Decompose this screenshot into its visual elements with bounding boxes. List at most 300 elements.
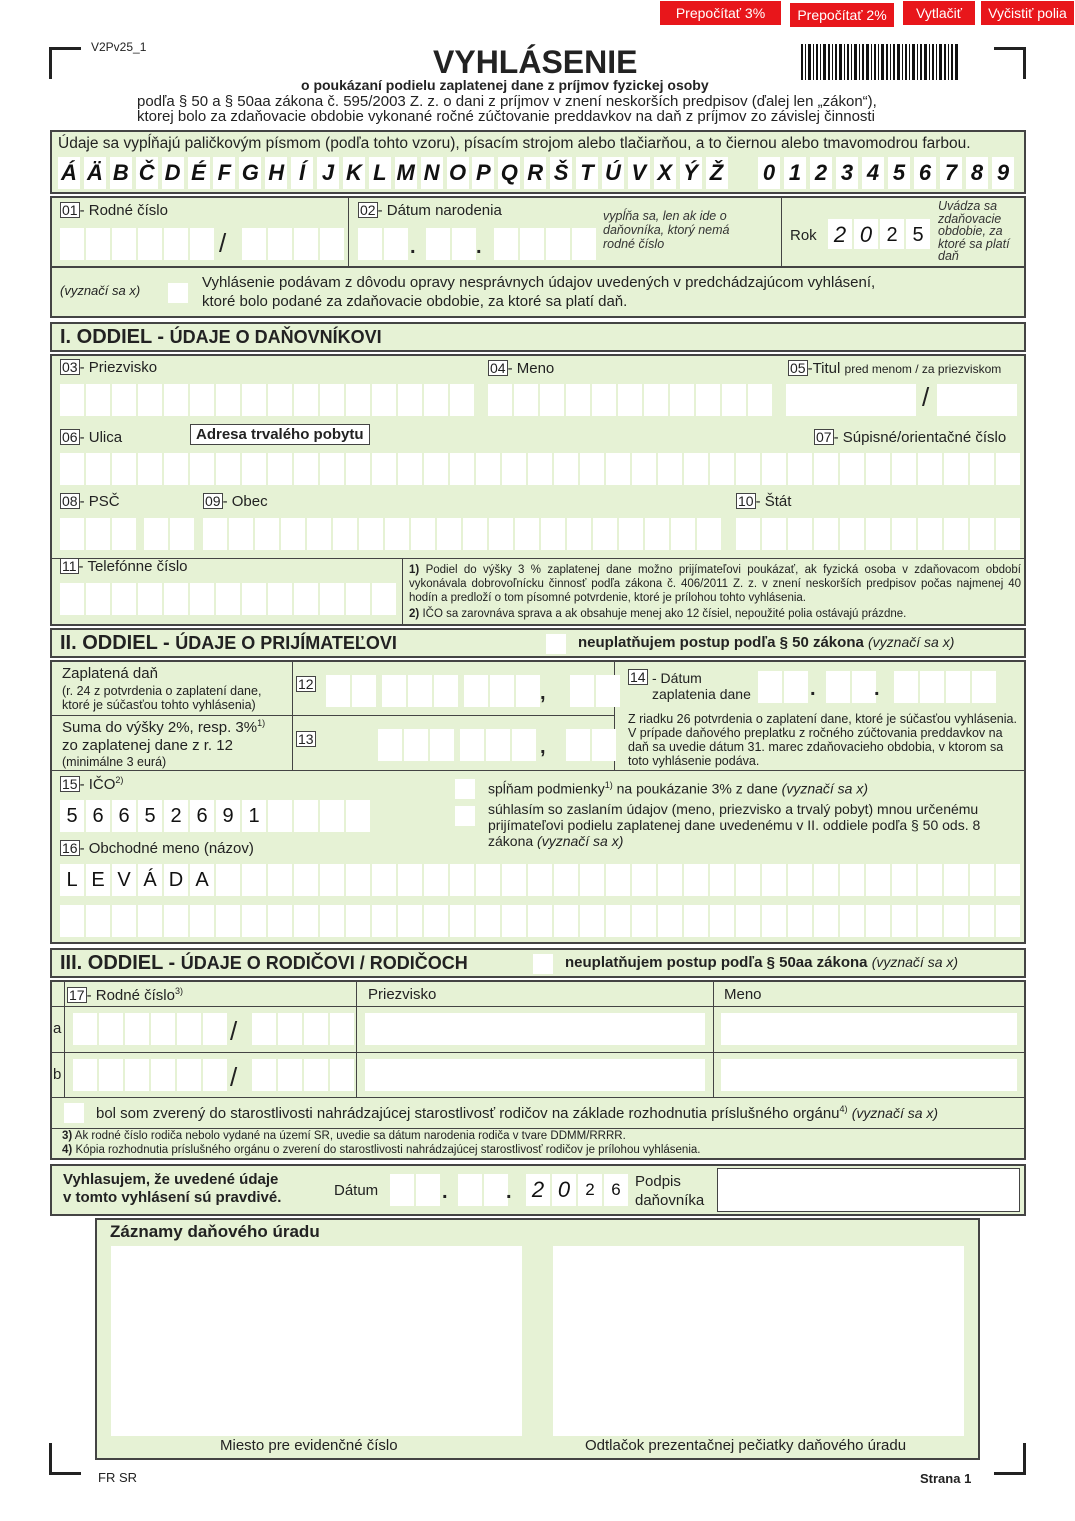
correction-checkbox[interactable] [168, 283, 188, 303]
birth-number-input[interactable] [60, 228, 220, 260]
letter-cell[interactable] [60, 384, 84, 416]
letter-cell[interactable] [736, 453, 760, 485]
letter-cell[interactable] [540, 384, 564, 416]
letter-cell[interactable] [320, 800, 344, 832]
letter-cell[interactable] [60, 905, 84, 937]
digit-cell[interactable] [60, 518, 84, 550]
letter-cell[interactable] [541, 518, 565, 550]
letter-cell[interactable] [294, 384, 318, 416]
digit-cell[interactable] [852, 671, 876, 703]
letter-cell[interactable] [814, 864, 838, 896]
title-before-input[interactable] [786, 384, 916, 416]
digit-cell[interactable] [494, 228, 518, 260]
letter-cell[interactable] [788, 518, 812, 550]
letter-cell[interactable] [268, 384, 292, 416]
letter-cell[interactable] [736, 518, 760, 550]
letter-cell[interactable] [242, 864, 266, 896]
digit-cell[interactable]: 5 [906, 219, 930, 249]
amount-input[interactable] [378, 729, 618, 761]
letter-cell[interactable] [944, 453, 968, 485]
letter-cell[interactable] [60, 453, 84, 485]
letter-cell[interactable] [164, 453, 188, 485]
letter-cell[interactable] [424, 905, 448, 937]
digit-cell[interactable] [384, 228, 408, 260]
digit-cell[interactable] [464, 675, 488, 707]
letter-cell[interactable] [606, 453, 630, 485]
digit-cell[interactable] [390, 1174, 414, 1206]
letter-cell[interactable] [710, 864, 734, 896]
digit-cell[interactable] [112, 228, 136, 260]
letter-cell[interactable] [684, 864, 708, 896]
conditions-3-checkbox[interactable] [455, 779, 475, 799]
letter-cell[interactable] [580, 453, 604, 485]
digit-cell[interactable] [164, 228, 188, 260]
letter-cell[interactable] [618, 384, 642, 416]
letter-cell[interactable] [996, 864, 1020, 896]
digit-cell[interactable] [826, 671, 850, 703]
letter-cell[interactable] [684, 905, 708, 937]
letter-cell[interactable]: 5 [60, 800, 84, 832]
letter-cell[interactable] [450, 864, 474, 896]
digit-cell[interactable] [320, 228, 344, 260]
letter-cell[interactable] [320, 864, 344, 896]
parent-b-name-input[interactable] [721, 1059, 1017, 1091]
letter-cell[interactable] [320, 453, 344, 485]
letter-cell[interactable] [424, 453, 448, 485]
letter-cell[interactable] [86, 453, 110, 485]
letter-cell[interactable] [944, 864, 968, 896]
digit-cell[interactable] [99, 1059, 123, 1091]
letter-cell[interactable] [164, 583, 188, 615]
letter-cell[interactable] [970, 905, 994, 937]
letter-cell[interactable] [762, 905, 786, 937]
letter-cell[interactable] [710, 905, 734, 937]
print-button[interactable]: Vytlačiť [902, 0, 976, 26]
letter-cell[interactable] [346, 453, 370, 485]
letter-cell[interactable] [450, 905, 474, 937]
letter-cell[interactable] [190, 905, 214, 937]
digit-cell[interactable] [326, 675, 350, 707]
letter-cell[interactable] [437, 518, 461, 550]
digit-cell[interactable] [125, 1059, 149, 1091]
letter-cell[interactable] [996, 518, 1020, 550]
digit-cell[interactable] [434, 675, 458, 707]
digit-cell[interactable] [294, 228, 318, 260]
letter-cell[interactable] [138, 453, 162, 485]
letter-cell[interactable] [268, 864, 292, 896]
letter-cell[interactable] [840, 905, 864, 937]
letter-cell[interactable] [411, 518, 435, 550]
letter-cell[interactable] [346, 905, 370, 937]
letter-cell[interactable] [346, 384, 370, 416]
letter-cell[interactable] [424, 384, 448, 416]
letter-cell[interactable] [736, 905, 760, 937]
digit-cell[interactable] [358, 228, 382, 260]
letter-cell[interactable] [762, 453, 786, 485]
letter-cell[interactable] [398, 384, 422, 416]
letter-cell[interactable] [294, 453, 318, 485]
letter-cell[interactable] [112, 583, 136, 615]
letter-cell[interactable] [814, 905, 838, 937]
letter-cell[interactable] [996, 905, 1020, 937]
digit-cell[interactable] [242, 228, 266, 260]
letter-cell[interactable] [528, 453, 552, 485]
letter-cell[interactable] [333, 518, 357, 550]
letter-cell[interactable] [320, 583, 344, 615]
digit-cell[interactable] [516, 675, 540, 707]
letter-cell[interactable] [372, 453, 396, 485]
letter-cell[interactable] [385, 518, 409, 550]
digit-cell[interactable]: 2 [526, 1174, 550, 1206]
surname-input[interactable] [60, 384, 476, 416]
letter-cell[interactable] [970, 518, 994, 550]
signature-input[interactable] [717, 1168, 1020, 1212]
letter-cell[interactable] [580, 905, 604, 937]
letter-cell[interactable] [489, 518, 513, 550]
digit-cell[interactable] [570, 675, 594, 707]
digit-cell[interactable] [484, 1174, 508, 1206]
recalc-3-button[interactable]: Prepočítať 3% [659, 0, 782, 26]
digit-cell[interactable] [144, 518, 168, 550]
letter-cell[interactable]: 2 [164, 800, 188, 832]
letter-cell[interactable] [255, 518, 279, 550]
digit-cell[interactable] [304, 1059, 328, 1091]
letter-cell[interactable] [619, 518, 643, 550]
letter-cell[interactable] [866, 905, 890, 937]
letter-cell[interactable] [736, 864, 760, 896]
postal-code-input[interactable] [60, 518, 196, 550]
letter-cell[interactable] [697, 518, 721, 550]
letter-cell[interactable] [424, 864, 448, 896]
letter-cell[interactable] [320, 384, 344, 416]
letter-cell[interactable] [566, 384, 590, 416]
digit-cell[interactable] [138, 228, 162, 260]
letter-cell[interactable] [866, 453, 890, 485]
letter-cell[interactable] [476, 864, 500, 896]
digit-cell[interactable] [170, 518, 194, 550]
letter-cell[interactable] [190, 453, 214, 485]
letter-cell[interactable] [112, 384, 136, 416]
digit-cell[interactable]: 2 [578, 1174, 602, 1206]
digit-cell[interactable] [252, 1059, 276, 1091]
digit-cell[interactable] [972, 671, 996, 703]
letter-cell[interactable]: L [60, 864, 84, 896]
digit-cell[interactable] [490, 675, 514, 707]
letter-cell[interactable] [112, 905, 136, 937]
letter-cell[interactable] [814, 453, 838, 485]
letter-cell[interactable] [554, 864, 578, 896]
letter-cell[interactable] [86, 384, 110, 416]
digit-cell[interactable] [566, 729, 590, 761]
city-input[interactable] [203, 518, 723, 550]
digit-cell[interactable]: 6 [604, 1174, 628, 1206]
letter-cell[interactable] [515, 518, 539, 550]
letter-cell[interactable] [203, 518, 227, 550]
letter-cell[interactable] [268, 453, 292, 485]
letter-cell[interactable] [450, 453, 474, 485]
letter-cell[interactable] [696, 384, 720, 416]
letter-cell[interactable] [294, 864, 318, 896]
letter-cell[interactable] [242, 453, 266, 485]
first-name-input[interactable] [488, 384, 774, 416]
letter-cell[interactable] [606, 905, 630, 937]
digit-cell[interactable] [177, 1059, 201, 1091]
paid-tax-input[interactable] [326, 675, 622, 707]
digit-cell[interactable] [894, 671, 918, 703]
country-input[interactable] [736, 518, 1022, 550]
year-input[interactable] [828, 219, 932, 249]
parent-b-surname-input[interactable] [365, 1059, 705, 1091]
letter-cell[interactable] [229, 518, 253, 550]
letter-cell[interactable] [216, 583, 240, 615]
digit-cell[interactable] [330, 1059, 354, 1091]
letter-cell[interactable] [476, 905, 500, 937]
letter-cell[interactable] [216, 384, 240, 416]
digit-cell[interactable] [177, 1013, 201, 1045]
letter-cell[interactable] [216, 905, 240, 937]
letter-cell[interactable] [450, 384, 474, 416]
digit-cell[interactable] [378, 729, 402, 761]
digit-cell[interactable] [352, 675, 376, 707]
opt-out-50aa-checkbox[interactable] [533, 954, 553, 974]
letter-cell[interactable] [164, 905, 188, 937]
letter-cell[interactable] [632, 453, 656, 485]
digit-cell[interactable] [151, 1059, 175, 1091]
digit-cell[interactable] [278, 1013, 302, 1045]
digit-cell[interactable] [60, 228, 84, 260]
letter-cell[interactable] [476, 453, 500, 485]
letter-cell[interactable] [996, 453, 1020, 485]
house-number-input[interactable] [788, 453, 1022, 485]
letter-cell[interactable] [86, 905, 110, 937]
digit-cell[interactable] [486, 729, 510, 761]
letter-cell[interactable] [748, 384, 772, 416]
letter-cell[interactable] [242, 583, 266, 615]
letter-cell[interactable] [138, 905, 162, 937]
letter-cell[interactable] [918, 453, 942, 485]
digit-cell[interactable] [758, 671, 782, 703]
business-name-line-1-input[interactable] [60, 864, 1022, 896]
letter-cell[interactable] [346, 800, 370, 832]
letter-cell[interactable] [866, 518, 890, 550]
letter-cell[interactable] [788, 453, 812, 485]
recalc-2-button[interactable]: Prepočítať 2% [789, 2, 895, 28]
letter-cell[interactable] [372, 864, 396, 896]
letter-cell[interactable] [164, 384, 188, 416]
digit-cell[interactable] [408, 675, 432, 707]
digit-cell[interactable] [572, 228, 596, 260]
letter-cell[interactable] [645, 518, 669, 550]
letter-cell[interactable]: V [112, 864, 136, 896]
digit-cell[interactable] [404, 729, 428, 761]
letter-cell[interactable] [294, 800, 318, 832]
digit-cell[interactable]: 2 [828, 219, 852, 249]
letter-cell[interactable] [514, 384, 538, 416]
digit-cell[interactable] [125, 1013, 149, 1045]
letter-cell[interactable] [788, 864, 812, 896]
digit-cell[interactable] [268, 228, 292, 260]
letter-cell[interactable] [346, 583, 370, 615]
letter-cell[interactable] [554, 905, 578, 937]
parent-a-birth-suffix-input[interactable] [252, 1013, 356, 1045]
letter-cell[interactable] [606, 864, 630, 896]
letter-cell[interactable] [190, 583, 214, 615]
letter-cell[interactable] [554, 453, 578, 485]
letter-cell[interactable] [592, 384, 616, 416]
letter-cell[interactable] [216, 453, 240, 485]
letter-cell[interactable] [632, 864, 656, 896]
letter-cell[interactable] [294, 905, 318, 937]
letter-cell[interactable] [307, 518, 331, 550]
letter-cell[interactable] [580, 864, 604, 896]
letter-cell[interactable] [814, 518, 838, 550]
letter-cell[interactable] [502, 864, 526, 896]
ico-input[interactable] [60, 800, 372, 832]
letter-cell[interactable]: 5 [138, 800, 162, 832]
title-after-input[interactable] [937, 384, 1017, 416]
letter-cell[interactable] [294, 583, 318, 615]
digit-cell[interactable] [512, 729, 536, 761]
letter-cell[interactable] [138, 583, 162, 615]
digit-cell[interactable] [458, 1174, 482, 1206]
letter-cell[interactable] [762, 864, 786, 896]
letter-cell[interactable] [502, 453, 526, 485]
letter-cell[interactable] [502, 905, 526, 937]
letter-cell[interactable] [528, 905, 552, 937]
digit-cell[interactable] [520, 228, 544, 260]
digit-cell[interactable] [946, 671, 970, 703]
letter-cell[interactable] [710, 453, 734, 485]
letter-cell[interactable] [658, 453, 682, 485]
street-input[interactable] [60, 453, 788, 485]
parent-b-birth-number-input[interactable] [73, 1059, 229, 1091]
letter-cell[interactable] [762, 518, 786, 550]
letter-cell[interactable] [86, 583, 110, 615]
letter-cell[interactable] [320, 905, 344, 937]
letter-cell[interactable]: 9 [216, 800, 240, 832]
letter-cell[interactable] [970, 864, 994, 896]
digit-cell[interactable] [203, 1059, 227, 1091]
letter-cell[interactable] [970, 453, 994, 485]
letter-cell[interactable] [632, 905, 656, 937]
letter-cell[interactable] [722, 384, 746, 416]
letter-cell[interactable]: D [164, 864, 188, 896]
digit-cell[interactable] [151, 1013, 175, 1045]
letter-cell[interactable] [892, 453, 916, 485]
digit-cell[interactable] [73, 1059, 97, 1091]
letter-cell[interactable] [944, 905, 968, 937]
letter-cell[interactable] [892, 518, 916, 550]
digit-cell[interactable] [304, 1013, 328, 1045]
letter-cell[interactable] [190, 384, 214, 416]
letter-cell[interactable]: 6 [112, 800, 136, 832]
letter-cell[interactable] [671, 518, 695, 550]
letter-cell[interactable] [268, 583, 292, 615]
letter-cell[interactable] [242, 905, 266, 937]
parent-a-name-input[interactable] [721, 1013, 1017, 1045]
digit-cell[interactable] [430, 729, 454, 761]
digit-cell[interactable] [86, 228, 110, 260]
letter-cell[interactable] [840, 518, 864, 550]
custody-checkbox[interactable] [64, 1103, 84, 1123]
digit-cell[interactable] [426, 228, 450, 260]
letter-cell[interactable]: Á [138, 864, 162, 896]
letter-cell[interactable] [268, 905, 292, 937]
letter-cell[interactable] [216, 864, 240, 896]
digit-cell[interactable]: 0 [552, 1174, 576, 1206]
letter-cell[interactable] [918, 905, 942, 937]
letter-cell[interactable] [463, 518, 487, 550]
clear-fields-button[interactable]: Vyčistiť polia [980, 0, 1075, 26]
business-name-line-2-input[interactable] [60, 905, 1022, 937]
digit-cell[interactable] [416, 1174, 440, 1206]
letter-cell[interactable] [359, 518, 383, 550]
letter-cell[interactable] [658, 905, 682, 937]
digit-cell[interactable] [460, 729, 484, 761]
digit-cell[interactable] [278, 1059, 302, 1091]
digit-cell[interactable] [920, 671, 944, 703]
digit-cell[interactable] [112, 518, 136, 550]
letter-cell[interactable] [658, 864, 682, 896]
letter-cell[interactable] [918, 864, 942, 896]
letter-cell[interactable] [372, 905, 396, 937]
digit-cell[interactable] [596, 675, 620, 707]
digit-cell[interactable]: 2 [880, 219, 904, 249]
letter-cell[interactable] [112, 453, 136, 485]
letter-cell[interactable] [372, 384, 396, 416]
digit-cell[interactable] [73, 1013, 97, 1045]
letter-cell[interactable] [398, 864, 422, 896]
letter-cell[interactable] [593, 518, 617, 550]
letter-cell[interactable]: 6 [86, 800, 110, 832]
letter-cell[interactable] [944, 518, 968, 550]
birth-number-suffix-input[interactable] [242, 228, 346, 260]
digit-cell[interactable] [86, 518, 110, 550]
letter-cell[interactable] [644, 384, 668, 416]
digit-cell[interactable] [452, 228, 476, 260]
letter-cell[interactable] [567, 518, 591, 550]
digit-cell[interactable] [592, 729, 616, 761]
letter-cell[interactable] [528, 864, 552, 896]
digit-cell[interactable]: 0 [854, 219, 878, 249]
parent-a-birth-number-input[interactable] [73, 1013, 229, 1045]
letter-cell[interactable] [242, 384, 266, 416]
letter-cell[interactable] [684, 453, 708, 485]
letter-cell[interactable] [866, 864, 890, 896]
letter-cell[interactable] [840, 864, 864, 896]
consent-checkbox[interactable] [455, 806, 475, 826]
letter-cell[interactable] [670, 384, 694, 416]
digit-cell[interactable] [252, 1013, 276, 1045]
letter-cell[interactable] [281, 518, 305, 550]
letter-cell[interactable]: 6 [190, 800, 214, 832]
digit-cell[interactable] [99, 1013, 123, 1045]
letter-cell[interactable] [892, 864, 916, 896]
opt-out-50-checkbox[interactable] [546, 634, 566, 654]
letter-cell[interactable] [918, 518, 942, 550]
letter-cell[interactable]: E [86, 864, 110, 896]
phone-input[interactable] [60, 583, 398, 615]
letter-cell[interactable] [788, 905, 812, 937]
parent-a-surname-input[interactable] [365, 1013, 705, 1045]
letter-cell[interactable] [60, 583, 84, 615]
letter-cell[interactable] [892, 905, 916, 937]
digit-cell[interactable] [190, 228, 214, 260]
letter-cell[interactable] [840, 453, 864, 485]
letter-cell[interactable] [398, 905, 422, 937]
digit-cell[interactable] [546, 228, 570, 260]
letter-cell[interactable] [138, 384, 162, 416]
